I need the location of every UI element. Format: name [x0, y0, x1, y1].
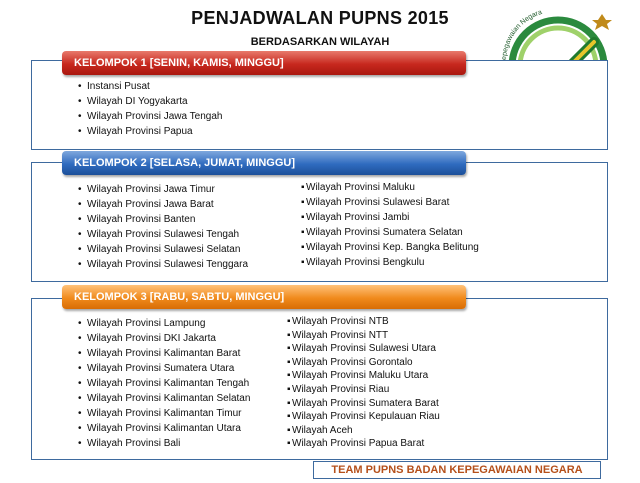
group-2-left-list [78, 182, 248, 272]
list-item: ▪ Wilayah Provinsi Jambi [301, 210, 479, 225]
list-item: • Wilayah DI Yogyakarta [78, 94, 222, 109]
group-1-left-list [78, 79, 222, 139]
list-item: ▪ Wilayah Provinsi Papua Barat [287, 437, 440, 451]
list-item: ▪ Wilayah Provinsi Sumatera Barat [287, 397, 440, 411]
list-item: • Wilayah Provinsi Jawa Barat [78, 197, 248, 212]
list-item: • Wilayah Provinsi Lampung [78, 316, 250, 331]
list-item: ▪ Wilayah Aceh [287, 424, 440, 438]
list-item: ▪ Wilayah Provinsi NTB [287, 315, 440, 329]
logo-arc-text: epegawaian Negara [500, 8, 543, 61]
list-item: • Wilayah Provinsi Sumatera Utara [78, 361, 250, 376]
list-item: ▪ Wilayah Provinsi Sulawesi Utara [287, 342, 440, 356]
list-item: • Wilayah Provinsi Jawa Timur [78, 182, 248, 197]
group-3-panel [31, 298, 608, 460]
list-item: • Wilayah Provinsi Sulawesi Selatan [78, 242, 248, 257]
group-2-panel [31, 162, 608, 282]
list-item: ▪ Wilayah Provinsi Maluku [301, 180, 479, 195]
group-3-right-list [287, 315, 440, 451]
group-3-header: KELOMPOK 3 [RABU, SABTU, MINGGU] [62, 285, 466, 309]
list-item: • Wilayah Provinsi Bali [78, 436, 250, 451]
list-item: ▪ Wilayah Provinsi Kep. Bangka Belitung [301, 240, 479, 255]
footer-credit: TEAM PUPNS BADAN KEPEGAWAIAN NEGARA [313, 461, 601, 479]
list-item: • Wilayah Provinsi Kalimantan Barat [78, 346, 250, 361]
page-subtitle: BERDASARKAN WILAYAH [250, 36, 390, 48]
page-title: PENJADWALAN PUPNS 2015 [191, 8, 449, 28]
group-1-header: KELOMPOK 1 [SENIN, KAMIS, MINGGU] [62, 51, 466, 75]
group-2-header: KELOMPOK 2 [SELASA, JUMAT, MINGGU] [62, 151, 466, 175]
list-item: ▪ Wilayah Provinsi Sulawesi Barat [301, 195, 479, 210]
list-item: • Wilayah Provinsi Kalimantan Timur [78, 406, 250, 421]
list-item: • Wilayah Provinsi DKI Jakarta [78, 331, 250, 346]
group-3-left-list [78, 316, 250, 451]
list-item: ▪ Wilayah Provinsi Gorontalo [287, 356, 440, 370]
list-item: • Wilayah Provinsi Jawa Tengah [78, 109, 222, 124]
list-item: • Wilayah Provinsi Sulawesi Tenggara [78, 257, 248, 272]
list-item: ▪ Wilayah Provinsi Riau [287, 383, 440, 397]
list-item: • Wilayah Provinsi Banten [78, 212, 248, 227]
list-item: • Wilayah Provinsi Kalimantan Utara [78, 421, 250, 436]
list-item: • Wilayah Provinsi Papua [78, 124, 222, 139]
list-item: • Instansi Pusat [78, 79, 222, 94]
list-item: • Wilayah Provinsi Kalimantan Tengah [78, 376, 250, 391]
list-item: ▪ Wilayah Provinsi NTT [287, 329, 440, 343]
list-item: ▪ Wilayah Provinsi Kepulauan Riau [287, 410, 440, 424]
group-2-right-list [301, 180, 479, 270]
list-item: • Wilayah Provinsi Sulawesi Tengah [78, 227, 248, 242]
list-item: ▪ Wilayah Provinsi Bengkulu [301, 255, 479, 270]
list-item: ▪ Wilayah Provinsi Sumatera Selatan [301, 225, 479, 240]
list-item: • Wilayah Provinsi Kalimantan Selatan [78, 391, 250, 406]
list-item: ▪ Wilayah Provinsi Maluku Utara [287, 369, 440, 383]
